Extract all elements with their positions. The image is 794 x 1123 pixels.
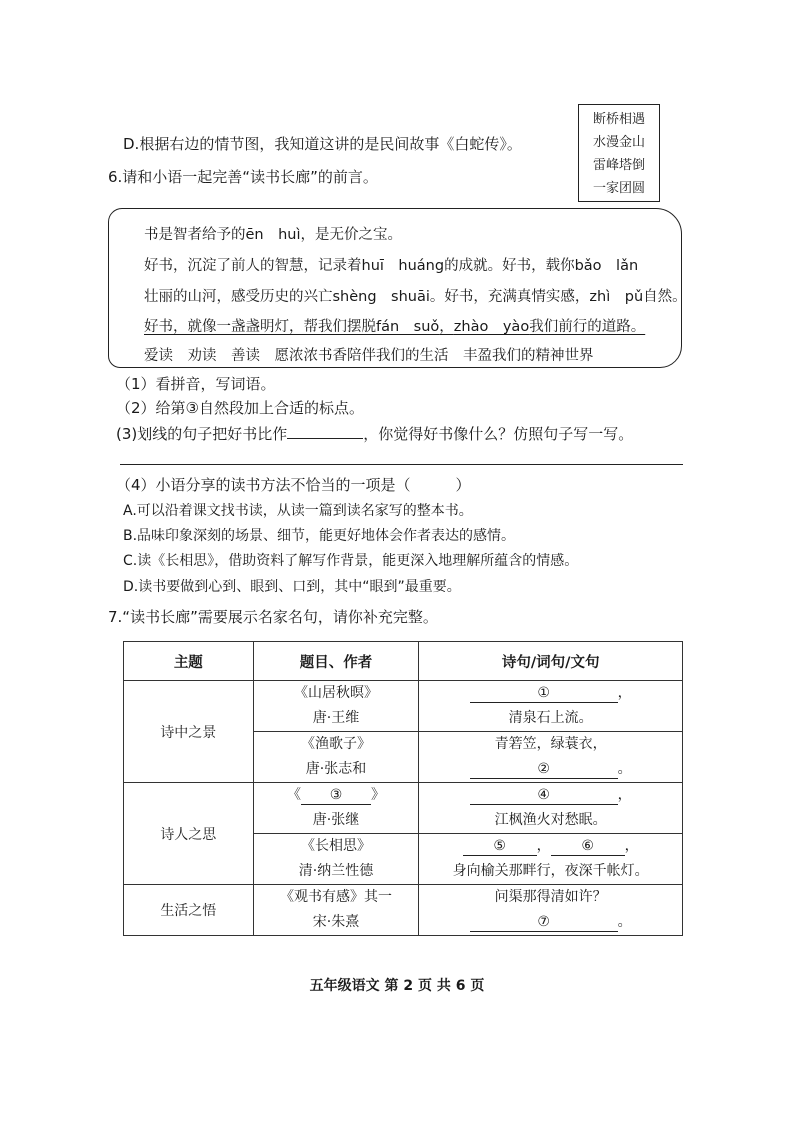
title-author-cell: 《山居秋暝》 唐·王维 xyxy=(253,681,419,732)
preface-line-1: 书是智者给予的ēn huì，是无价之宝。 xyxy=(144,227,403,243)
option-a: A.可以沿着课文找书读，从读一篇到读名家写的整本书。 xyxy=(123,503,473,519)
table-row xyxy=(124,885,683,936)
q6-prompt: 6.请和小语一起完善“读书长廊”的前言。 xyxy=(108,168,378,186)
theme-cell: 诗人之思 xyxy=(124,783,254,885)
blank-7[interactable]: ⑦ xyxy=(470,913,618,932)
option-b: B.品味印象深刻的场景、细节，能更好地体会作者表达的感情。 xyxy=(123,528,516,544)
lines-cell: 青箬笠，绿蓑衣， ② 。 xyxy=(419,732,683,783)
blank-1[interactable]: ① xyxy=(470,684,618,703)
plot-line: 一家团圆 xyxy=(592,181,645,196)
title-author-cell: 《渔歌子》 唐·张志和 xyxy=(253,732,419,783)
theme-cell: 生活之悟 xyxy=(124,885,254,936)
blank-2[interactable]: ② xyxy=(470,760,618,779)
blank-5[interactable]: ⑤ xyxy=(463,837,537,856)
plot-line: 雷峰塔倒 xyxy=(592,158,645,173)
header-lines: 诗句/词句/文句 xyxy=(419,642,683,681)
lines-cell: ⑤ ， ⑥ ， 身向榆关那畔行，夜深千帐灯。 xyxy=(419,834,683,885)
page-footer: 五年级语文 第 2 页 共 6 页 xyxy=(309,978,485,994)
answer-blank[interactable] xyxy=(287,424,363,439)
plot-line: 断桥相遇 xyxy=(592,112,645,127)
preface-line-3: 壮丽的山河，感受历史的兴亡shèng shuāi。好书，充满真情实感，zhì pǔ自然。 xyxy=(144,289,687,305)
lines-cell: 问渠那得清如许？ ⑦ 。 xyxy=(419,885,683,936)
q7-prompt: 7.“读书长廊”需要展示名家名句，请你补充完整。 xyxy=(108,608,438,626)
q6-2: （2）给第③自然段加上合适的标点。 xyxy=(116,399,364,417)
pinyin: huī huáng xyxy=(361,258,445,274)
title-author-cell: 《观书有感》其一 宋·朱熹 xyxy=(253,885,419,936)
blank-6[interactable]: ⑥ xyxy=(551,837,625,856)
pinyin: shèng shuāi xyxy=(332,289,430,305)
q6-4: （4）小语分享的读书方法不恰当的一项是（ ） xyxy=(116,476,471,494)
title-author-cell: 《长相思》 清·纳兰性德 xyxy=(253,834,419,885)
preface-line-5: 爱读 劝读 善读 愿浓浓书香陪伴我们的生活 丰盈我们的精神世界 xyxy=(144,348,594,364)
theme-cell: 诗中之景 xyxy=(124,681,254,783)
preface-line-2: 好书，沉淀了前人的智慧，记录着huī huáng的成就。好书，载你bǎo lǎn xyxy=(144,258,639,274)
pinyin: fán suǒ xyxy=(376,319,440,335)
q6-1: （1）看拼音，写词语。 xyxy=(116,375,276,393)
answer-line[interactable] xyxy=(120,464,683,465)
plot-line: 水漫金山 xyxy=(592,135,645,150)
table-row xyxy=(124,681,683,732)
preface-box xyxy=(108,208,687,368)
pinyin: zhào yào xyxy=(453,319,530,335)
q6-3: (3)划线的句子把好书比作 ，你觉得好书像什么？仿照句子写一写。 xyxy=(116,425,634,443)
q5-option-d: D.根据右边的情节图，我知道这讲的是民间故事《白蛇传》。 xyxy=(123,135,522,153)
table-row xyxy=(124,783,683,834)
title-author-cell: 《 ③ 》 唐·张继 xyxy=(253,783,419,834)
pinyin: zhì pǔ xyxy=(589,289,644,305)
poem-table xyxy=(123,641,683,936)
preface-line-4-underlined: 好书，就像一盏盏明灯，帮我们摆脱fán suǒ，zhào yào我们前行的道路。 xyxy=(144,319,646,335)
header-theme: 主题 xyxy=(124,642,254,681)
table-header-row xyxy=(124,642,683,681)
pinyin: ēn huì xyxy=(245,227,301,243)
option-d: D.读书要做到心到、眼到、口到，其中“眼到”最重要。 xyxy=(123,579,461,595)
blank-3[interactable]: ③ xyxy=(301,786,371,805)
plot-summary-box xyxy=(578,104,660,202)
blank-4[interactable]: ④ xyxy=(470,786,618,805)
lines-cell: ④ ， 江枫渔火对愁眠。 xyxy=(419,783,683,834)
pinyin: bǎo lǎn xyxy=(574,258,639,274)
header-title-author: 题目、作者 xyxy=(253,642,419,681)
option-c: C.读《长相思》，借助资料了解写作背景，能更深入地理解所蕴含的情感。 xyxy=(123,553,579,569)
lines-cell: ① ， 清泉石上流。 xyxy=(419,681,683,732)
